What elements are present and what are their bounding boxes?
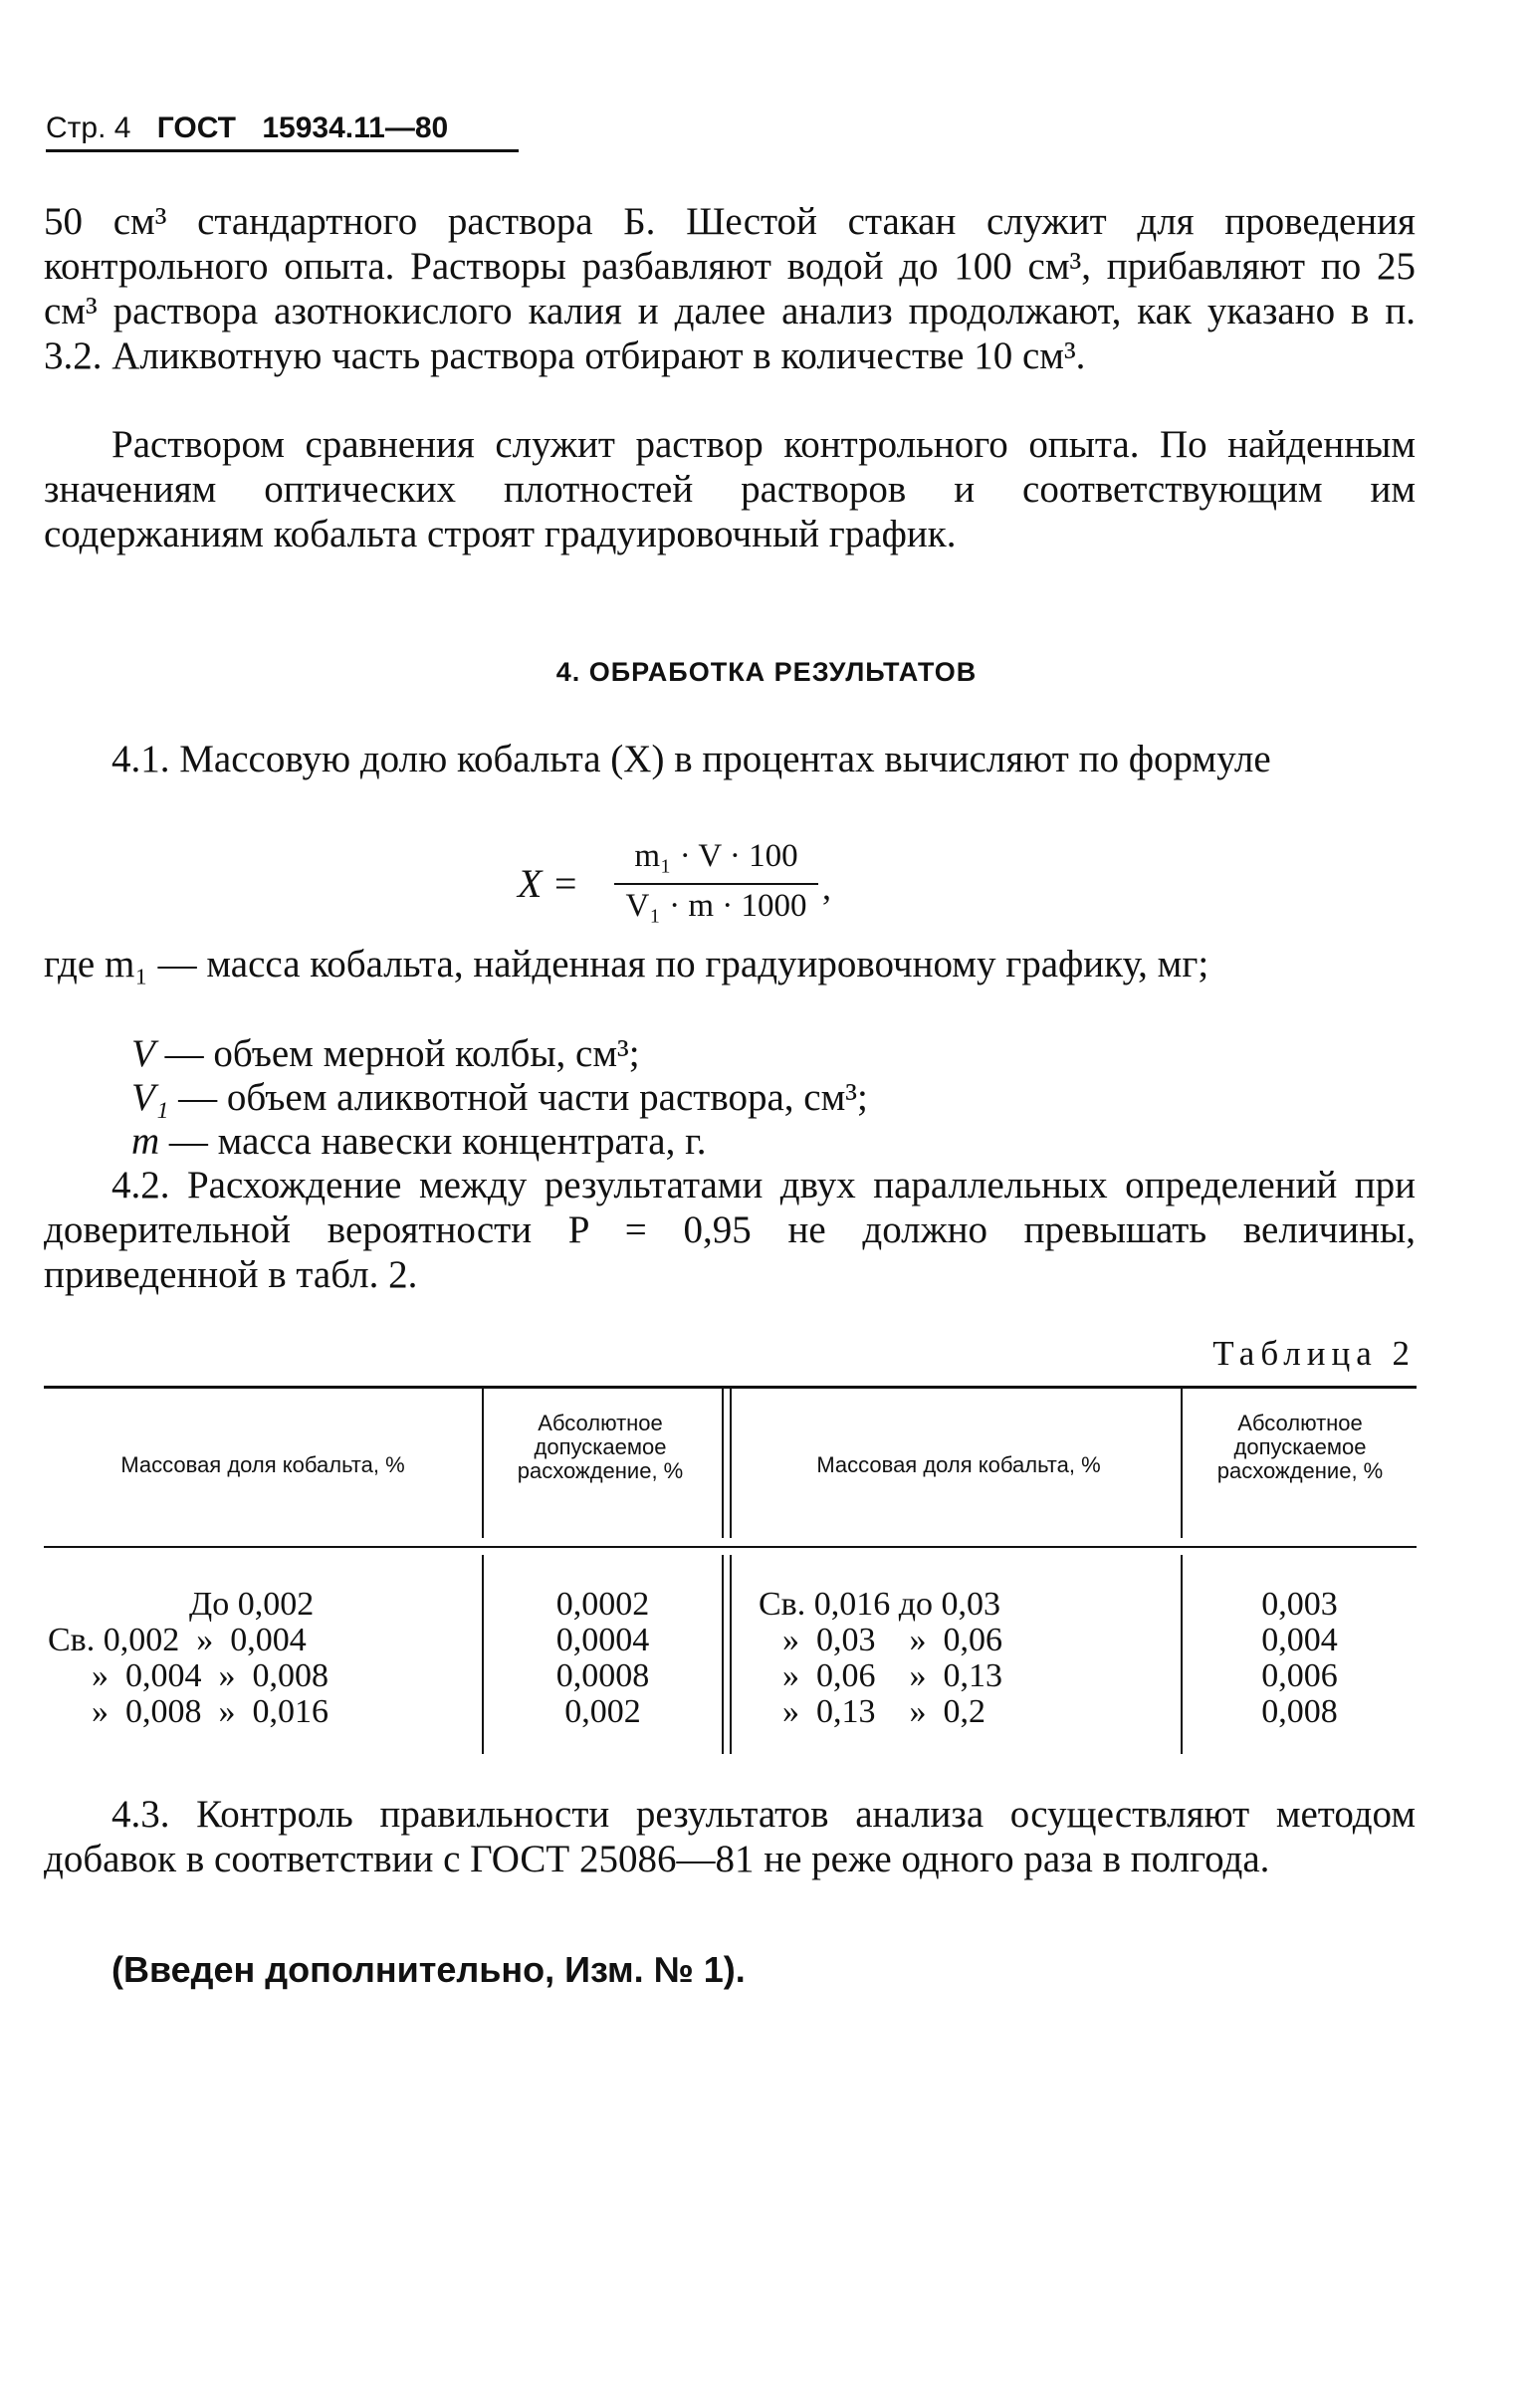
header-discrepancy-2: Абсолютное допускаемое расхождение, % — [1216, 1411, 1384, 1483]
section-title: 4. ОБРАБОТКА РЕЗУЛЬТАТОВ — [555, 657, 978, 687]
where-line-m — [131, 1119, 706, 1164]
amendment-note: (Введен дополнительно, Изм. № 1). — [111, 1949, 746, 1990]
where-text: — масса кобальта, найденная по градуировочному графику, мг; — [147, 943, 1209, 985]
where-text: — объем мерной колбы, см³; — [154, 1032, 640, 1075]
table-header-rule — [44, 1546, 1417, 1548]
table-cell: Св. 0,016 до 0,03 — [759, 1586, 1001, 1623]
where-text: — объем аликвотной части раствора, см³; — [168, 1076, 868, 1119]
table-cell: 0,0002 — [555, 1586, 650, 1623]
table-cell: » 0,004 » 0,008 — [92, 1657, 328, 1694]
formula-numerator: m₁ · V · 100 — [634, 838, 798, 874]
table-caption: Таблица 2 — [1212, 1334, 1416, 1373]
page-header — [46, 111, 519, 152]
formula — [518, 838, 846, 938]
table-cell: » 0,06 » 0,13 — [782, 1657, 1002, 1694]
table-cell: 0,006 — [1261, 1657, 1338, 1694]
where-symbol: V — [131, 1032, 155, 1075]
where-symbol: V₁ — [131, 1076, 169, 1119]
where-line-v — [131, 1031, 640, 1076]
header-mass-fraction: Массовая доля кобальта, % — [120, 1452, 405, 1477]
where-line-v1 — [131, 1075, 868, 1120]
table-cell: 0,002 — [564, 1693, 641, 1730]
table-cell: 0,0008 — [555, 1657, 650, 1694]
formula-lhs: X = — [518, 861, 579, 906]
standard-number: 15934.11—80 — [262, 111, 449, 144]
paragraph-4-1: 4.1. Массовую долю кобальта (X) в процентах вычисляют по формуле — [111, 738, 1271, 780]
table-divider — [730, 1389, 732, 1538]
paragraph-4-2: 4.2. Расхождение между результатами двух параллельных определений при доверительной вероятности P = 0,95 не должно превышать величины, приведенной в табл. 2. — [44, 1164, 1416, 1296]
where-symbol: m — [131, 1120, 160, 1163]
table-cell: До 0,002 — [189, 1586, 315, 1623]
table-cell: Св. 0,002 » 0,004 — [48, 1622, 307, 1658]
table-cell: 0,004 — [1261, 1622, 1338, 1658]
table-divider — [722, 1389, 724, 1538]
table-cell: » 0,03 » 0,06 — [782, 1622, 1002, 1658]
page-number: Стр. 4 — [46, 111, 131, 144]
where-line-m1 — [44, 942, 1208, 986]
paragraph-comparison: Раствором сравнения служит раствор контрольного опыта. По найденным значениям оптических плотностей растворов и соответствующим им содержаниям кобальта строят градуировочный график. — [44, 423, 1416, 555]
formula-comma: , — [822, 867, 831, 907]
table-cell: » 0,008 » 0,016 — [92, 1693, 328, 1730]
where-symbol: где m₁ — [44, 943, 148, 985]
fraction-bar — [614, 883, 818, 885]
table-divider — [1181, 1389, 1183, 1538]
formula-denominator: V₁ · m · 1000 — [625, 888, 807, 924]
paragraph-4-3: 4.3. Контроль правильности результатов анализа осуществляют методом добавок в соответствии с ГОСТ 25086—81 не реже одного раза в полгода. — [44, 1793, 1416, 1880]
where-text: — масса навески концентрата, г. — [159, 1120, 707, 1163]
table-cell: 0,003 — [1261, 1586, 1338, 1623]
table-cell: 0,008 — [1261, 1693, 1338, 1730]
table-cell: 0,0004 — [555, 1622, 650, 1658]
table-cell: » 0,13 » 0,2 — [782, 1693, 986, 1730]
standard-label: ГОСТ — [156, 111, 236, 144]
header-mass-fraction-2: Массовая доля кобальта, % — [816, 1452, 1101, 1477]
header-discrepancy: Абсолютное допускаемое расхождение, % — [517, 1411, 684, 1483]
table-divider — [722, 1555, 724, 1754]
table-divider — [730, 1555, 732, 1754]
table-divider — [482, 1389, 484, 1538]
paragraph-continuation: 50 см³ стандартного раствора Б. Шестой стакан служит для проведения контрольного опыта. Растворы разбавляют водой до 100 см³, прибавляют по 25 см³ раствора азотнокислого калия и далее анализ продолжают, как указано в п. 3.2. Аликвотную часть раствора отбирают в количестве 10 см³. — [44, 200, 1416, 377]
